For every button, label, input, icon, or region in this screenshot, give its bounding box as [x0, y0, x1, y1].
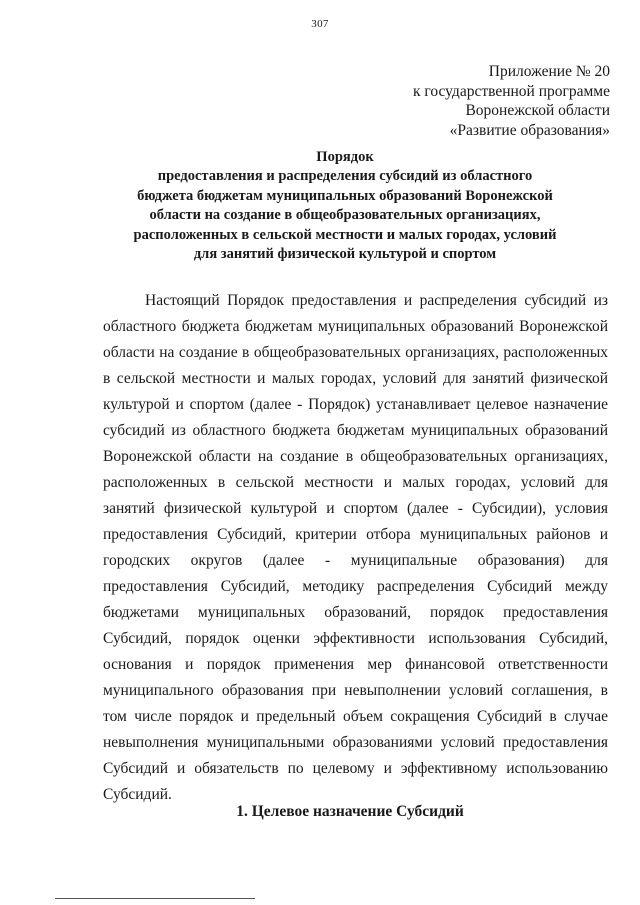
appendix-line-4: «Развитие образования» — [449, 121, 610, 139]
appendix-reference — [310, 62, 610, 140]
footer-divider — [55, 898, 255, 899]
body-paragraph: Настоящий Порядок предоставления и распределения субсидий из областного бюджета бюджетам муниципальных образований Воронежской области на создание в общеобразовательных организациях, расположенных в сельской местности и малых городах, условий для занятий физической культурой и спортом (далее - Порядок) устанавливает целевое назначение субсидий из областного бюджета бюджетам муниципальных образований Воронежской области на создание в общеобразовательных организациях, расположенных в сельской местности и малых городах, условий для занятий физической культурой и спортом (далее - Субсидии), условия предоставления Субсидий, критерии отбора муниципальных районов и городских округов (далее - муниципальные образования) для предоставления Субсидий, методику распределения Субсидий между бюджетами муниципальных образований, порядок предоставления Субсидий, порядок оценки эффективности использования Субсидий, основания и порядок применения мер финансовой ответственности муниципального образования при невыполнении условий соглашения, в том числе порядок и предельный объем сокращения Субсидий в случае невыполнения муниципальными образованиями условий предоставления Субсидий и обязательств по целевому и эффективному использованию Субсидий. — [103, 292, 608, 803]
title-line-1: предоставления и распределения субсидий из областного — [157, 168, 533, 185]
title-line-2: бюджета бюджетам муниципальных образований Воронежской — [137, 187, 553, 204]
appendix-line-2: к государственной программе — [412, 82, 610, 100]
document-title — [95, 148, 595, 264]
title-line-5: для занятий физической культурой и спортом — [193, 246, 497, 263]
page-number: 307 — [311, 18, 329, 30]
title-heading: Порядок — [316, 149, 374, 165]
appendix-line-1: Приложение № 20 — [488, 63, 610, 80]
title-line-4: расположенных в сельской местности и малых городах, условий — [133, 226, 557, 243]
title-line-3: области на создание в общеобразовательных организациях, — [149, 207, 541, 224]
appendix-line-3: Воронежской области — [465, 102, 610, 119]
section-heading: 1. Целевое назначение Субсидий — [236, 803, 464, 820]
